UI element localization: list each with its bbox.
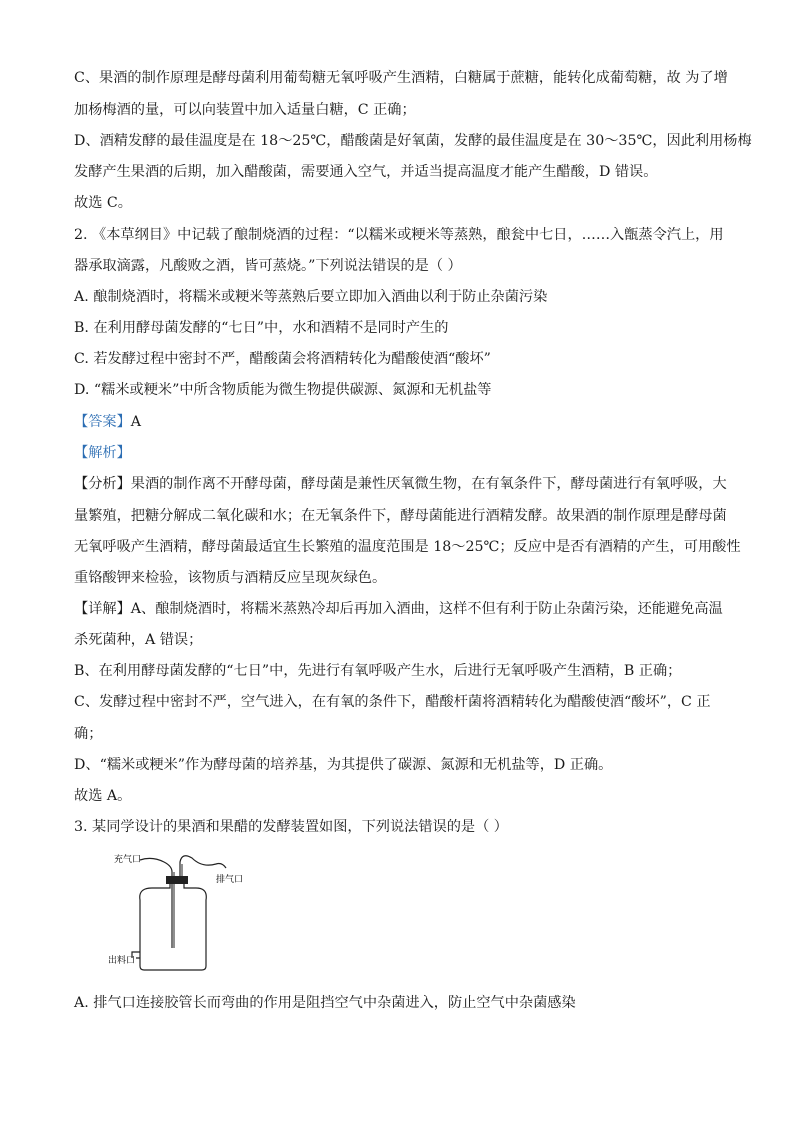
fermentation-bottle-diagram — [108, 848, 268, 973]
xiangjie-text: A、酿制烧酒时，将糯米蒸熟冷却后再加入酒曲，这样不但有利于防止杂菌污染，还能避免高温 — [130, 601, 723, 617]
option-c: C. 若发酵过程中密封不严，醋酸菌会将酒精转化为醋酸使酒“酸坏” — [74, 351, 491, 367]
inlet-tube — [140, 858, 172, 948]
answer-tag: 【答案】 — [74, 414, 131, 430]
text-line: 加杨梅酒的量，可以向装置中加入适量白糖，C 正确； — [74, 102, 416, 118]
text-line: 无氧呼吸产生酒精，酵母菌最适宜生长繁殖的温度范围是 18～25℃；反应中是否有酒精的产生，可用酸性 — [74, 539, 741, 555]
fenxi-line — [74, 474, 727, 494]
question-2-stem: 2. 《本草纲目》中记载了酿制烧酒的过程：“以糯米或粳米等蒸熟，酿瓮中七日，……入甑蒸令汽上，用 — [74, 227, 724, 243]
answer-value: A — [130, 414, 142, 430]
text-line: 杀死菌种，A 错误； — [74, 632, 203, 648]
text-line: D、酒精发酵的最佳温度是在 18～25℃，醋酸菌是好氧菌，发酵的最佳温度是在 30～35℃，因此利用杨梅 — [74, 133, 752, 149]
text-line: 发酵产生果酒的后期，加入醋酸菌，需要通入空气，并适当提高温度才能产生醋酸，D 错误。 — [74, 164, 658, 180]
exhaust-label: 排气口 — [216, 875, 244, 885]
stopper — [166, 876, 188, 884]
text-line: 量繁殖，把糖分解成二氧化碳和水；在无氧条件下，酵母菌能进行酒精发酵。故果酒的制作原理是酵母菌 — [74, 508, 727, 524]
option-a: A. 酿制烧酒时，将糯米或粳米等蒸熟后要立即加入酒曲以利于防止杂菌污染 — [74, 289, 548, 305]
text-line: D、“糯米或粳米”作为酵母菌的培养基，为其提供了碳源、氮源和无机盐等，D 正确。 — [74, 757, 613, 773]
text-line: C、果酒的制作原理是酵母菌利用葡萄糖无氧呼吸产生酒精，白糖属于蔗糖，能转化成葡萄糖，故 为了增 — [74, 70, 728, 86]
text-line: B、在利用酵母菌发酵的“七日”中，先进行有氧呼吸产生水，后进行无氧呼吸产生酒精，B 正确； — [74, 663, 682, 679]
analysis-line — [74, 443, 131, 463]
text-line: 确； — [74, 726, 103, 742]
option-d: D. “糯米或粳米”中所含物质能为微生物提供碳源、氮源和无机盐等 — [74, 382, 492, 398]
exhaust-tube — [180, 856, 226, 876]
question-3-stem: 3. 某同学设计的果酒和果醋的发酵装置如图，下列说法错误的是（ ） — [74, 819, 508, 835]
option-b: B. 在利用酵母菌发酵的“七日”中，水和酒精不是同时产生的 — [74, 320, 449, 336]
xiangjie-tag: 【详解】 — [74, 601, 131, 617]
text-line: 重铬酸钾来检验，该物质与酒精反应呈现灰绿色。 — [74, 570, 387, 586]
fenxi-text: 果酒的制作离不开酵母菌，酵母菌是兼性厌氧微生物，在有氧条件下，酵母菌进行有氧呼吸，大 — [130, 476, 727, 492]
text-line: 故选 A。 — [74, 788, 132, 804]
bottle-body — [140, 882, 207, 970]
question-2-stem: 器承取滴露，凡酸败之酒，皆可蒸烧。”下列说法错误的是（ ） — [74, 258, 462, 274]
answer-line — [74, 412, 141, 432]
xiangjie-line — [74, 599, 723, 619]
text-line: 故选 C。 — [74, 195, 132, 211]
question-3-option-a: A. 排气口连接胶管长而弯曲的作用是阻挡空气中杂菌进入，防止空气中杂菌感染 — [74, 995, 576, 1011]
fenxi-tag: 【分析】 — [74, 476, 131, 492]
fermentation-apparatus-figure — [108, 848, 268, 973]
analysis-tag: 【解析】 — [74, 445, 131, 461]
text-line: C、发酵过程中密封不严，空气进入，在有氧的条件下，醋酸杆菌将酒精转化为醋酸使酒“酸坏”，C 正 — [74, 694, 711, 710]
inlet-label: 充气口 — [114, 855, 142, 865]
outlet-label: 出料口 — [108, 956, 136, 966]
